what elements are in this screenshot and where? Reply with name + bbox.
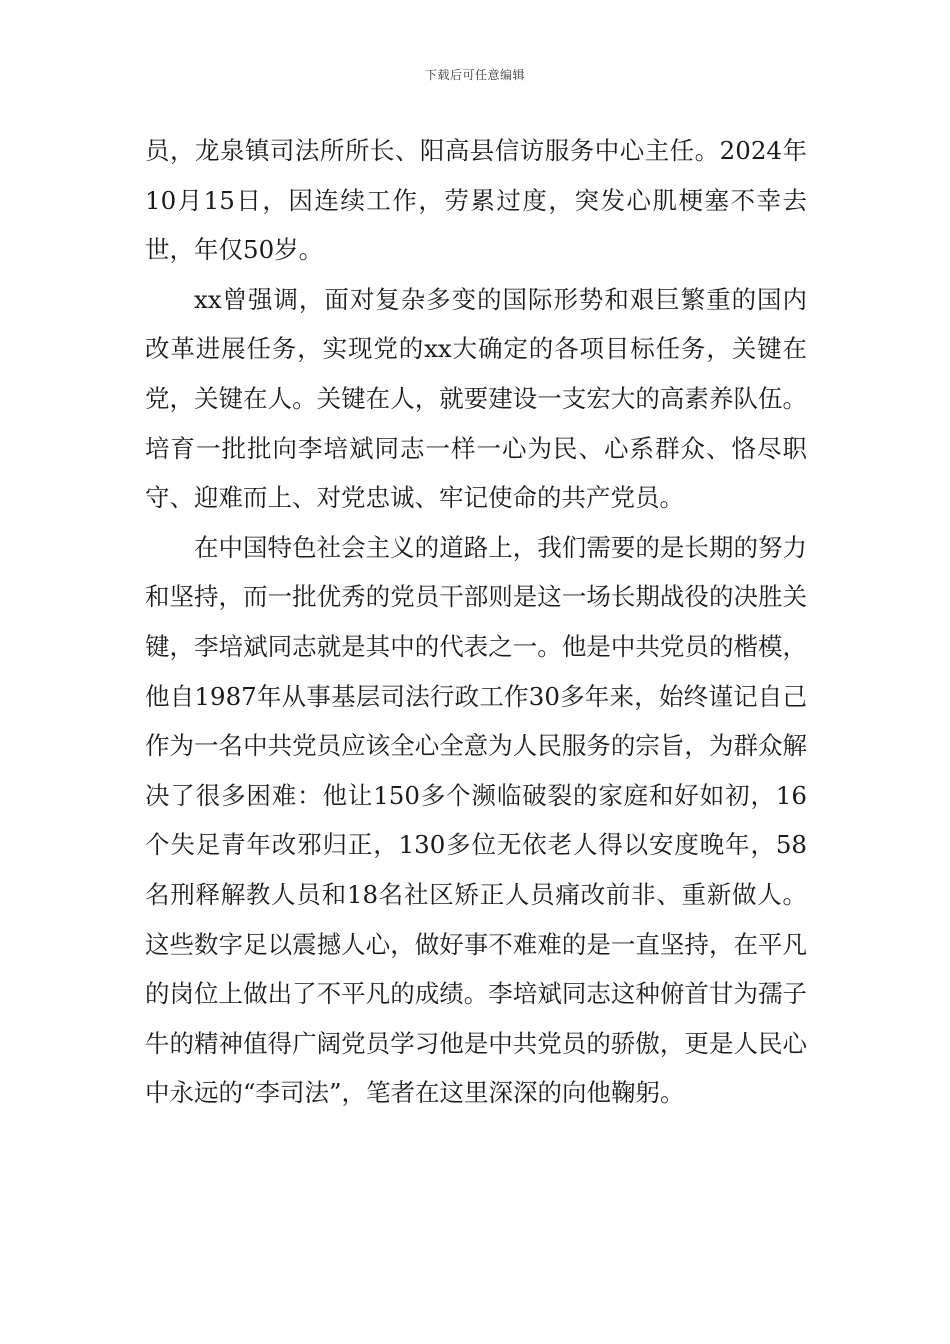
- document-body: [145, 126, 807, 1118]
- paragraph-1: 员，龙泉镇司法所所长、阳高县信访服务中心主任。2024年10月15日，因连续工作，劳累过度，突发心肌梗塞不幸去世，年仅50岁。: [145, 136, 807, 265]
- page-header: 下载后可任意编辑: [424, 68, 525, 82]
- paragraph-3: 在中国特色社会主义的道路上，我们需要的是长期的努力和坚持，而一批优秀的党员干部则是这一场长期战役的决胜关键，李培斌同志就是其中的代表之一。他是中共党员的楷模，他自1987年从事基层司法行政工作30多年来，始终谨记自己作为一名中共党员应该全心全意为人民服务的宗旨，为群众解决了很多困难：他让150多个濒临破裂的家庭和好如初，16个失足青年改邪归正，130多位无依老人得以安度晚年，58名刑释解教人员和18名社区矫正人员痛改前非、重新做人。这些数字足以震撼人心，做好事不难难的是一直坚持，在平凡的岗位上做出了不平凡的成绩。李培斌同志这种俯首甘为孺子牛的精神值得广阔党员学习他是中共党员的骄傲，更是人民心中永远的“李司法”，笔者在这里深深的向他鞠躬。: [145, 532, 807, 1108]
- paragraph-2: xx曾强调，面对复杂多变的国际形势和艰巨繁重的国内改革进展任务，实现党的xx大确定的各项目标任务，关键在党，关键在人。关键在人，就要建设一支宏大的高素养队伍。培育一批批向李培斌同志一样一心为民、心系群众、恪尽职守、迎难而上、对党忠诚、牢记使命的共产党员。: [145, 284, 807, 513]
